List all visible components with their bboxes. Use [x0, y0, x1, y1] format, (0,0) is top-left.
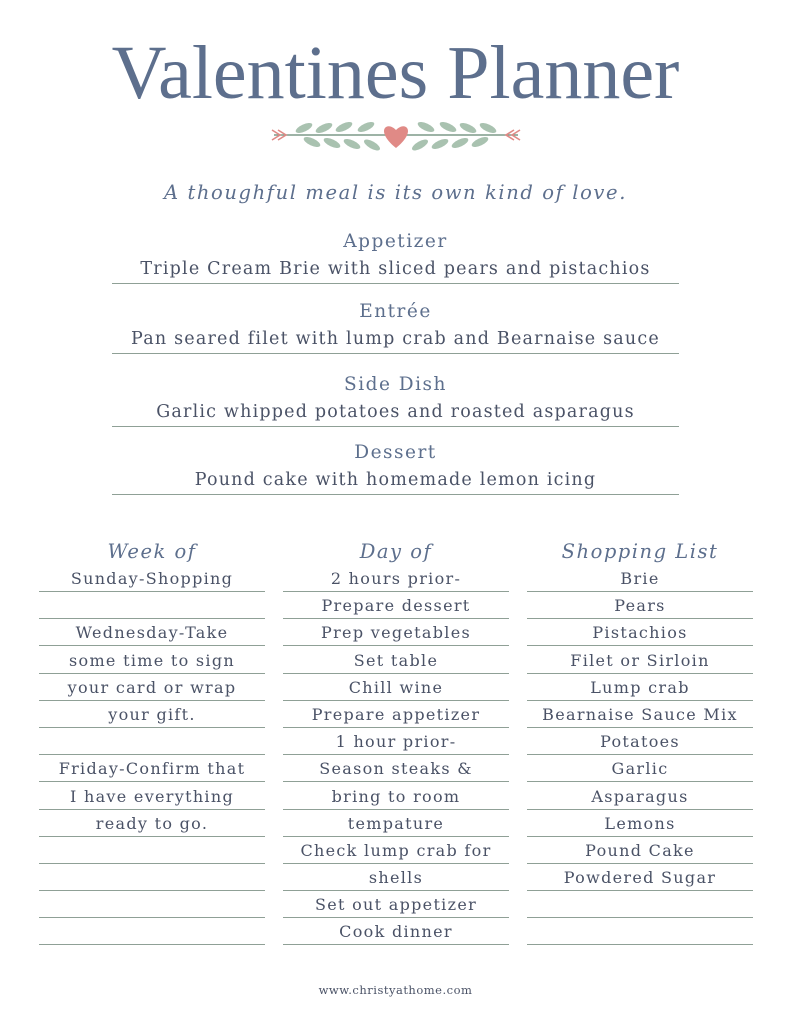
column-heading: Shopping List	[561, 540, 719, 563]
list-line: Asparagus	[527, 784, 753, 810]
list-line: Powdered Sugar	[527, 865, 753, 891]
list-line: Brie	[527, 566, 753, 592]
list-line	[39, 593, 265, 619]
day-of-column	[283, 538, 509, 945]
menu-dessert	[112, 440, 679, 495]
list-line: Lemons	[527, 811, 753, 837]
list-line	[527, 919, 753, 945]
shopping-list-column	[527, 538, 753, 945]
list-line: Set out appetizer	[283, 892, 509, 918]
list-line: Chill wine	[283, 675, 509, 701]
menu-appetizer	[112, 229, 679, 284]
list-line	[39, 729, 265, 755]
list-line	[527, 892, 753, 918]
list-line: Cook dinner	[283, 919, 509, 945]
list-line: Pound Cake	[527, 838, 753, 864]
list-line: Sunday-Shopping	[39, 566, 265, 592]
list-line: your card or wrap	[39, 675, 265, 701]
list-line: Check lump crab for	[283, 838, 509, 864]
list-line: I have everything	[39, 784, 265, 810]
list-line	[39, 865, 265, 891]
menu-value: Triple Cream Brie with sliced pears and pistachios	[112, 255, 679, 284]
list-line: Prepare appetizer	[283, 702, 509, 728]
column-heading: Day of	[359, 540, 433, 563]
week-of-column	[39, 538, 265, 945]
menu-value: Pound cake with homemade lemon icing	[112, 466, 679, 495]
menu-value: Pan seared filet with lump crab and Bearnaise sauce	[112, 325, 679, 354]
list-line: Prepare dessert	[283, 593, 509, 619]
list-line: ready to go.	[39, 811, 265, 837]
menu-entree	[112, 299, 679, 354]
list-line: Season steaks &	[283, 756, 509, 782]
list-line: Pistachios	[527, 620, 753, 646]
list-line	[39, 838, 265, 864]
list-line: Bearnaise Sauce Mix	[527, 702, 753, 728]
list-line: Lump crab	[527, 675, 753, 701]
tagline: A thoughful meal is its own kind of love.	[163, 181, 627, 204]
list-line: shells	[283, 865, 509, 891]
heart-vine-icon	[268, 118, 524, 164]
menu-heading: Dessert	[354, 442, 437, 463]
list-line: Prep vegetables	[283, 620, 509, 646]
list-line: your gift.	[39, 702, 265, 728]
list-line: some time to sign	[39, 648, 265, 674]
list-line: Set table	[283, 648, 509, 674]
list-line	[39, 892, 265, 918]
list-line: bring to room	[283, 784, 509, 810]
menu-side-dish	[112, 372, 679, 427]
menu-value: Garlic whipped potatoes and roasted asparagus	[112, 398, 679, 427]
list-line: 1 hour prior-	[283, 729, 509, 755]
list-line: tempature	[283, 811, 509, 837]
menu-heading: Appetizer	[343, 231, 448, 252]
list-line	[39, 919, 265, 945]
list-line: Pears	[527, 593, 753, 619]
menu-heading: Entrée	[359, 301, 432, 322]
list-line: 2 hours prior-	[283, 566, 509, 592]
list-line: Filet or Sirloin	[527, 648, 753, 674]
page-title: Valentines Planner	[111, 31, 680, 115]
list-line: Potatoes	[527, 729, 753, 755]
menu-heading: Side Dish	[344, 374, 447, 395]
list-line: Wednesday-Take	[39, 620, 265, 646]
column-heading: Week of	[107, 540, 197, 563]
footer-url: www.christyathome.com	[318, 983, 473, 997]
list-line: Friday-Confirm that	[39, 756, 265, 782]
list-line: Garlic	[527, 756, 753, 782]
